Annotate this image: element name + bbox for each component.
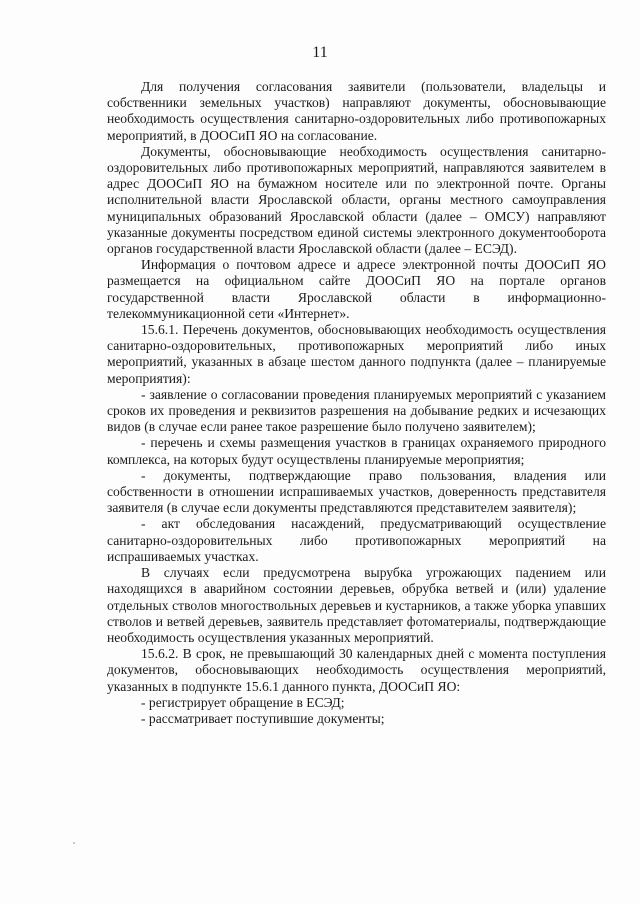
list-item-site-schemes: - перечень и схемы размещения участков в границах охраняемого природного комплекса, на которых будут осуществлены планируемые мероприятия; [107,435,606,467]
list-item-review-documents: - рассматривает поступившие документы; [141,710,385,726]
list-item-application: - заявление о согласовании проведения планируемых мероприятий с указанием сроков их проведения и реквизитов разрешения на добывание редких и исчезающих видов (в случае если ранее такое разрешение было получено заявителем); [107,386,606,435]
list-item-register-request: - регистрирует обращение в ЕСЭД; [141,694,345,710]
paragraph-photo-materials: В случаях если предусмотрена вырубка угрожающих падением или находящихся в аварийном состоянии деревьев, обрубка ветвей и (или) удаление отдельных стволов многоствольных деревьев и кустарников, а также уборка упавших стволов и ветвей деревьев, заявитель представляет фотоматериалы, подтверждающие необходимость осуществления указанных мероприятий. [107,565,606,645]
page-number: 11 [312,44,328,61]
paragraph-approval-request: Для получения согласования заявители (пользователи, владельцы и собственники земельных участков) направляют документы, обосновывающие необходимость осуществления санитарно-оздоровительных либо противопожарных мероприятий, в ДООСиП ЯО на согласование. [107,79,606,143]
paragraph-15-6-2-review-period: 15.6.2. В срок, не превышающий 30 календарных дней с момента поступления документов, обосновывающих необходимость осуществления мероприятий, указанных в подпункте 15.6.1 данного пункта, ДООСиП ЯО: [107,646,606,694]
paragraph-contact-information: Информация о почтовом адресе и адресе электронной почты ДООСиП ЯО размещается на официальном сайте ДООСиП ЯО на портале органов государственной власти Ярославской области в информационно-телекоммуникационной сети «Интернет». [107,257,606,321]
scan-artifact-dot [73,842,75,844]
list-item-inspection-act: - акт обследования насаждений, предусматривающий осуществление санитарно-оздоровительных либо противопожарных мероприятий на испрашиваемых участках. [107,516,606,564]
paragraph-documents-submission: Документы, обосновывающие необходимость осуществления санитарно-оздоровительных либо противопожарных мероприятий, направляются заявителем в адрес ДООСиП ЯО на бумажном носителе или по электронной почте. Органы исполнительной власти Ярославской области, органы местного самоуправления муниципальных образований Ярославской области (далее – ОМСУ) направляют указанные документы посредством единой системы электронного документооборота органов государственной власти Ярославской области (далее – ЕСЭД). [107,143,606,257]
document-body [107,79,606,727]
list-item-ownership-documents: - документы, подтверждающие право пользования, владения или собственности в отношении испрашиваемых участков, доверенность представителя заявителя (в случае если документы представляются представителем заявителя); [107,467,606,516]
paragraph-15-6-1-document-list: 15.6.1. Перечень документов, обосновывающих необходимость осуществления санитарно-оздоровительных, противопожарных мероприятий либо иных мероприятий, указанных в абзаце шестом данного подпункта (далее – планируемые мероприятия): [107,322,606,386]
